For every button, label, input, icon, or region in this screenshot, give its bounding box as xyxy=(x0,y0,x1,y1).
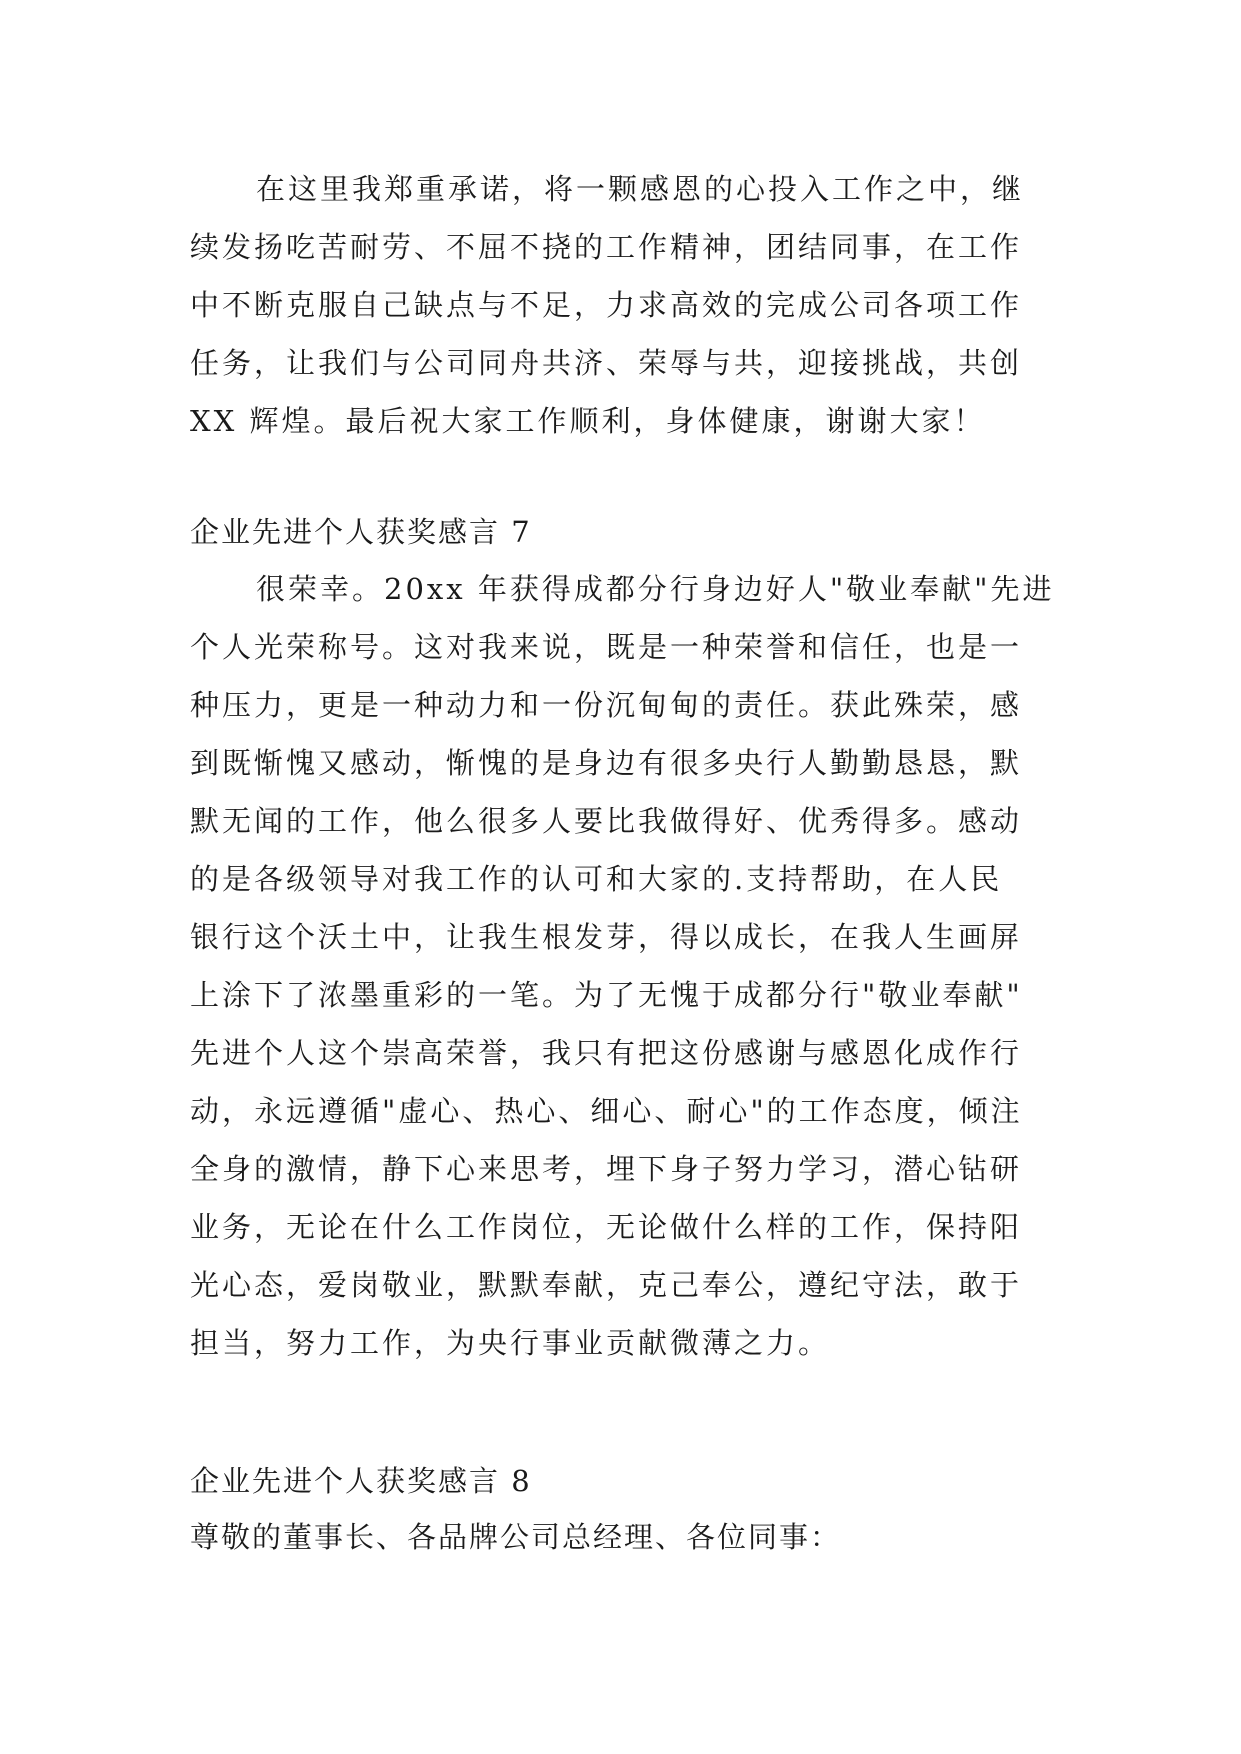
paragraph-line: 续发扬吃苦耐劳、不屈不挠的工作精神，团结同事，在工作 xyxy=(190,230,1023,264)
speech-paragraph xyxy=(190,560,1055,1372)
paragraph-line: 担当，努力工作，为央行事业贡献微薄之力。 xyxy=(190,1326,831,1360)
paragraph-line: 到既惭愧又感动，惭愧的是身边有很多央行人勤勤恳恳，默 xyxy=(190,746,1023,780)
section-heading-8: 企业先进个人获奖感言 8 xyxy=(190,1464,532,1498)
paragraph-line: 先进个人这个崇高荣誉，我只有把这份感谢与感恩化成作行 xyxy=(190,1036,1023,1070)
salutation: 尊敬的董事长、各品牌公司总经理、各位同事： xyxy=(190,1520,842,1554)
paragraph-line: 银行这个沃土中，让我生根发芽，得以成长，在我人生画屏 xyxy=(190,920,1023,954)
closing-paragraph xyxy=(190,160,1052,450)
paragraph-line: 很荣幸。20xx 年获得成都分行身边好人"敬业奉献"先进 xyxy=(256,572,1055,606)
paragraph-line: 任务，让我们与公司同舟共济、荣辱与共，迎接挑战，共创 xyxy=(190,346,1023,380)
paragraph-line: 在这里我郑重承诺，将一颗感恩的心投入工作之中，继 xyxy=(256,172,1025,206)
paragraph-line: XX 辉煌。最后祝大家工作顺利，身体健康，谢谢大家！ xyxy=(190,404,986,438)
paragraph-line: 中不断克服自己缺点与不足，力求高效的完成公司各项工作 xyxy=(190,288,1023,322)
paragraph-line: 默无闻的工作，他么很多人要比我做得好、优秀得多。感动 xyxy=(190,804,1023,838)
paragraph-line: 上涂下了浓墨重彩的一笔。为了无愧于成都分行"敬业奉献" xyxy=(190,978,1023,1012)
paragraph-line: 种压力，更是一种动力和一份沉甸甸的责任。获此殊荣，感 xyxy=(190,688,1023,722)
paragraph-line: 业务，无论在什么工作岗位，无论做什么样的工作，保持阳 xyxy=(190,1210,1023,1244)
paragraph-line: 光心态，爱岗敬业，默默奉献，克己奉公，遵纪守法，敢于 xyxy=(190,1268,1023,1302)
section-heading-7: 企业先进个人获奖感言 7 xyxy=(190,515,532,549)
paragraph-line: 个人光荣称号。这对我来说，既是一种荣誉和信任，也是一 xyxy=(190,630,1023,664)
paragraph-line: 全身的激情，静下心来思考，埋下身子努力学习，潜心钻研 xyxy=(190,1152,1023,1186)
paragraph-line: 动，永远遵循"虚心、热心、细心、耐心"的工作态度，倾注 xyxy=(190,1094,1023,1128)
paragraph-line: 的是各级领导对我工作的认可和大家的.支持帮助，在人民 xyxy=(190,862,1003,896)
